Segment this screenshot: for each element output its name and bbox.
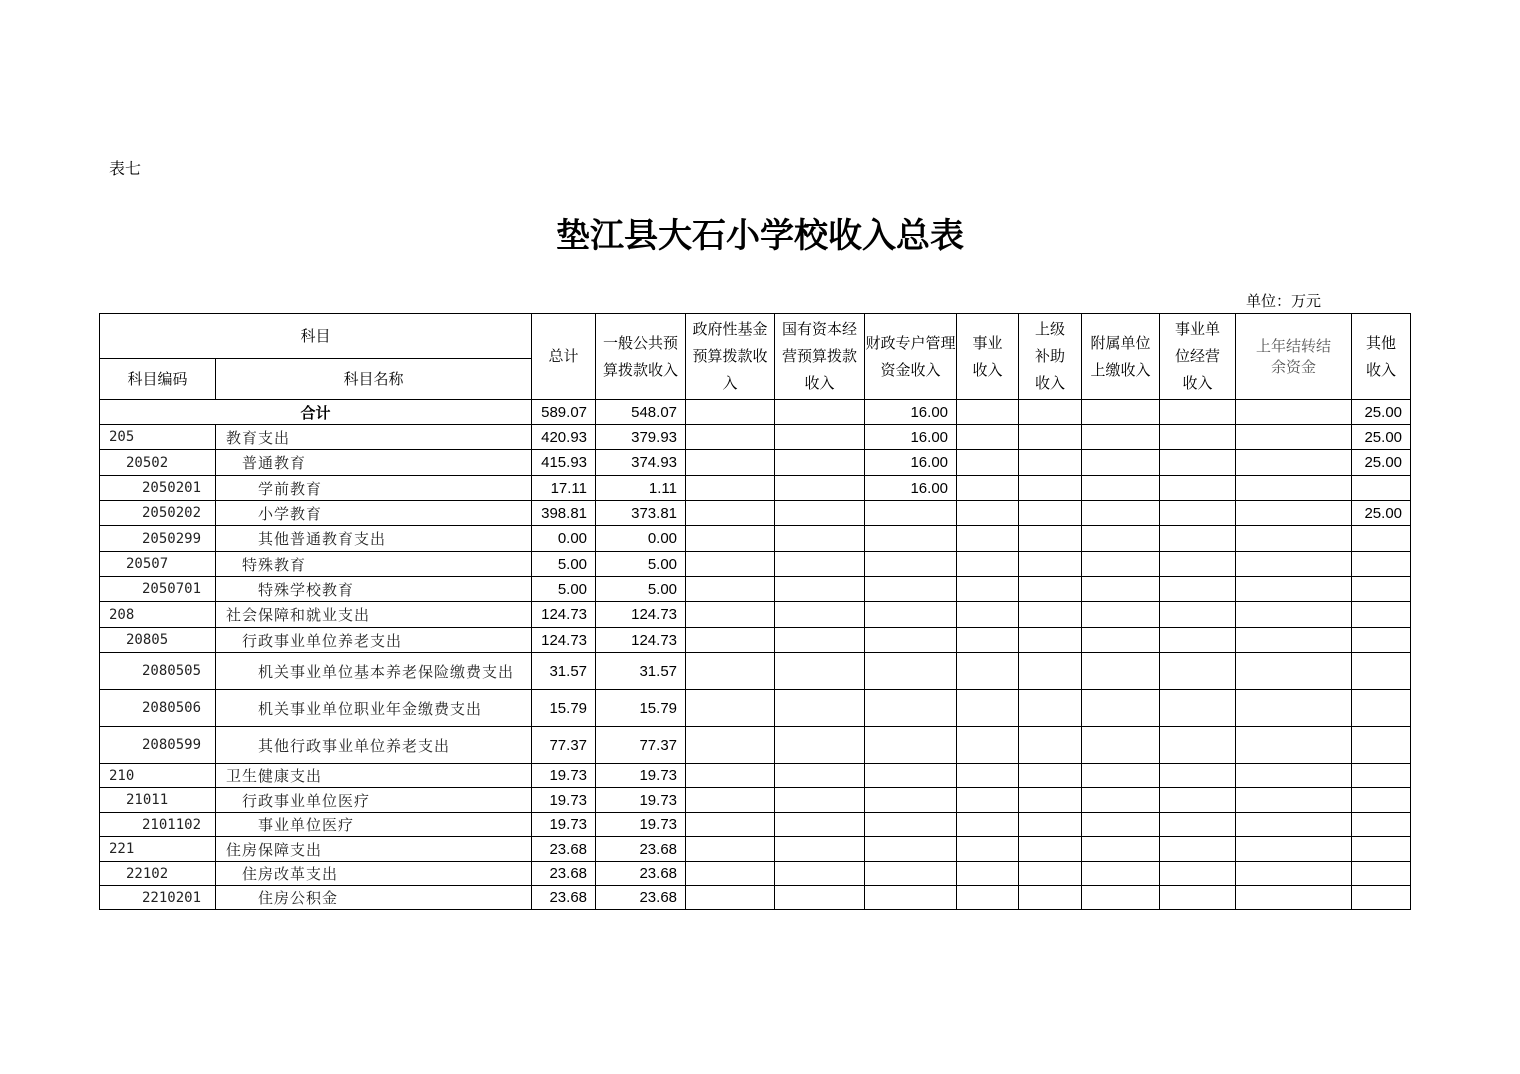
row-name: 住房保障支出 (216, 837, 532, 862)
row-code: 2210201 (100, 886, 216, 910)
row-fiscal: 16.00 (865, 476, 957, 501)
row-name: 机关事业单位职业年金缴费支出 (216, 690, 532, 727)
header-subject: 科目 (100, 314, 532, 359)
row-other (1352, 862, 1411, 886)
row-name: 小学教育 (216, 501, 532, 526)
row-fiscal: 16.00 (865, 425, 957, 450)
row-code: 2080505 (100, 653, 216, 690)
table-row (100, 552, 1411, 577)
row-total: 420.93 (532, 425, 596, 450)
row-code: 205 (100, 425, 216, 450)
row-name: 学前教育 (216, 476, 532, 501)
row-name: 社会保障和就业支出 (216, 602, 532, 628)
row-fiscal (865, 552, 957, 577)
row-general: 15.79 (596, 690, 686, 727)
row-total: 15.79 (532, 690, 596, 727)
row-code: 2050701 (100, 577, 216, 602)
row-code: 20502 (100, 450, 216, 476)
row-code: 210 (100, 764, 216, 788)
row-general: 23.68 (596, 862, 686, 886)
row-code: 2050201 (100, 476, 216, 501)
row-other (1352, 886, 1411, 910)
row-total: 124.73 (532, 602, 596, 628)
row-total: 31.57 (532, 653, 596, 690)
total-other: 25.00 (1352, 400, 1411, 425)
row-fiscal (865, 526, 957, 552)
row-fiscal: 16.00 (865, 450, 957, 476)
total-label: 合计 (100, 400, 532, 425)
row-general: 19.73 (596, 788, 686, 813)
row-general: 77.37 (596, 727, 686, 764)
row-general: 23.68 (596, 837, 686, 862)
table-row (100, 425, 1411, 450)
row-name: 住房改革支出 (216, 862, 532, 886)
income-table (99, 313, 1411, 910)
row-general: 379.93 (596, 425, 686, 450)
row-code: 221 (100, 837, 216, 862)
row-name: 住房公积金 (216, 886, 532, 910)
row-other (1352, 602, 1411, 628)
row-code: 2080599 (100, 727, 216, 764)
row-fiscal (865, 501, 957, 526)
row-code: 22102 (100, 862, 216, 886)
header-gov-fund: 政府性基金预算拨款收入 (686, 314, 775, 400)
row-other (1352, 764, 1411, 788)
row-general: 19.73 (596, 764, 686, 788)
table-row (100, 526, 1411, 552)
row-fiscal (865, 837, 957, 862)
row-name: 其他普通教育支出 (216, 526, 532, 552)
header-business: 事业收入 (957, 314, 1019, 400)
row-fiscal (865, 788, 957, 813)
row-code: 20805 (100, 628, 216, 653)
header-subject-name: 科目名称 (216, 359, 532, 400)
row-total: 23.68 (532, 862, 596, 886)
row-other (1352, 526, 1411, 552)
row-fiscal (865, 862, 957, 886)
row-fiscal (865, 577, 957, 602)
row-general: 5.00 (596, 577, 686, 602)
row-code: 208 (100, 602, 216, 628)
total-row (100, 400, 1411, 425)
row-total: 124.73 (532, 628, 596, 653)
table-row (100, 653, 1411, 690)
table-row (100, 727, 1411, 764)
table-row (100, 450, 1411, 476)
row-other (1352, 653, 1411, 690)
row-name: 特殊教育 (216, 552, 532, 577)
header-general-budget: 一般公共预算拨款收入 (596, 314, 686, 400)
row-name: 特殊学校教育 (216, 577, 532, 602)
row-total: 19.73 (532, 813, 596, 837)
row-other: 25.00 (1352, 501, 1411, 526)
header-subject-code: 科目编码 (100, 359, 216, 400)
row-fiscal (865, 727, 957, 764)
row-other (1352, 690, 1411, 727)
table-row (100, 501, 1411, 526)
row-general: 124.73 (596, 602, 686, 628)
row-code: 20507 (100, 552, 216, 577)
row-fiscal (865, 690, 957, 727)
row-total: 23.68 (532, 837, 596, 862)
unit-label: 单位：万元 (1246, 292, 1322, 310)
row-fiscal (865, 628, 957, 653)
row-other (1352, 727, 1411, 764)
header-affiliated: 附属单位上缴收入 (1082, 314, 1160, 400)
row-total: 415.93 (532, 450, 596, 476)
row-general: 19.73 (596, 813, 686, 837)
row-code: 2101102 (100, 813, 216, 837)
row-name: 教育支出 (216, 425, 532, 450)
row-code: 2080506 (100, 690, 216, 727)
page-title: 垫江县大石小学校收入总表 (556, 216, 964, 256)
header-fiscal-special: 财政专户管理资金收入 (865, 314, 957, 400)
table-row (100, 862, 1411, 886)
header-business-operation: 事业单位经营收入 (1160, 314, 1236, 400)
sheet-label: 表七 (109, 159, 142, 178)
row-general: 1.11 (596, 476, 686, 501)
header-other: 其他收入 (1352, 314, 1411, 400)
row-total: 5.00 (532, 552, 596, 577)
row-general: 31.57 (596, 653, 686, 690)
row-name: 行政事业单位医疗 (216, 788, 532, 813)
row-name: 其他行政事业单位养老支出 (216, 727, 532, 764)
row-total: 19.73 (532, 788, 596, 813)
header-total: 总计 (532, 314, 596, 400)
table-row (100, 788, 1411, 813)
row-code: 2050299 (100, 526, 216, 552)
row-other: 25.00 (1352, 450, 1411, 476)
row-code: 2050202 (100, 501, 216, 526)
table-row (100, 764, 1411, 788)
total-total: 589.07 (532, 400, 596, 425)
row-name: 行政事业单位养老支出 (216, 628, 532, 653)
row-general: 5.00 (596, 552, 686, 577)
row-other (1352, 788, 1411, 813)
table-row (100, 476, 1411, 501)
total-fiscal-special: 16.00 (865, 400, 957, 425)
row-fiscal (865, 886, 957, 910)
row-total: 5.00 (532, 577, 596, 602)
row-total: 0.00 (532, 526, 596, 552)
header-carryover: 上年结转结余资金 (1236, 314, 1352, 400)
row-fiscal (865, 602, 957, 628)
total-general-budget: 548.07 (596, 400, 686, 425)
table-row (100, 837, 1411, 862)
row-other (1352, 837, 1411, 862)
row-other: 25.00 (1352, 425, 1411, 450)
row-other (1352, 577, 1411, 602)
row-name: 机关事业单位基本养老保险缴费支出 (216, 653, 532, 690)
row-name: 卫生健康支出 (216, 764, 532, 788)
row-name: 普通教育 (216, 450, 532, 476)
row-general: 373.81 (596, 501, 686, 526)
row-general: 23.68 (596, 886, 686, 910)
table-row (100, 577, 1411, 602)
header-superior-subsidy: 上级补助收入 (1019, 314, 1082, 400)
table-row (100, 813, 1411, 837)
row-general: 124.73 (596, 628, 686, 653)
row-total: 23.68 (532, 886, 596, 910)
row-code: 21011 (100, 788, 216, 813)
row-fiscal (865, 813, 957, 837)
row-general: 0.00 (596, 526, 686, 552)
row-total: 398.81 (532, 501, 596, 526)
row-fiscal (865, 653, 957, 690)
table-row (100, 628, 1411, 653)
row-other (1352, 476, 1411, 501)
row-other (1352, 552, 1411, 577)
header-state-capital: 国有资本经营预算拨款收入 (775, 314, 865, 400)
row-general: 374.93 (596, 450, 686, 476)
table-row (100, 886, 1411, 910)
row-total: 17.11 (532, 476, 596, 501)
row-fiscal (865, 764, 957, 788)
table-row (100, 690, 1411, 727)
row-total: 19.73 (532, 764, 596, 788)
table-row (100, 602, 1411, 628)
row-name: 事业单位医疗 (216, 813, 532, 837)
row-other (1352, 813, 1411, 837)
row-other (1352, 628, 1411, 653)
row-total: 77.37 (532, 727, 596, 764)
